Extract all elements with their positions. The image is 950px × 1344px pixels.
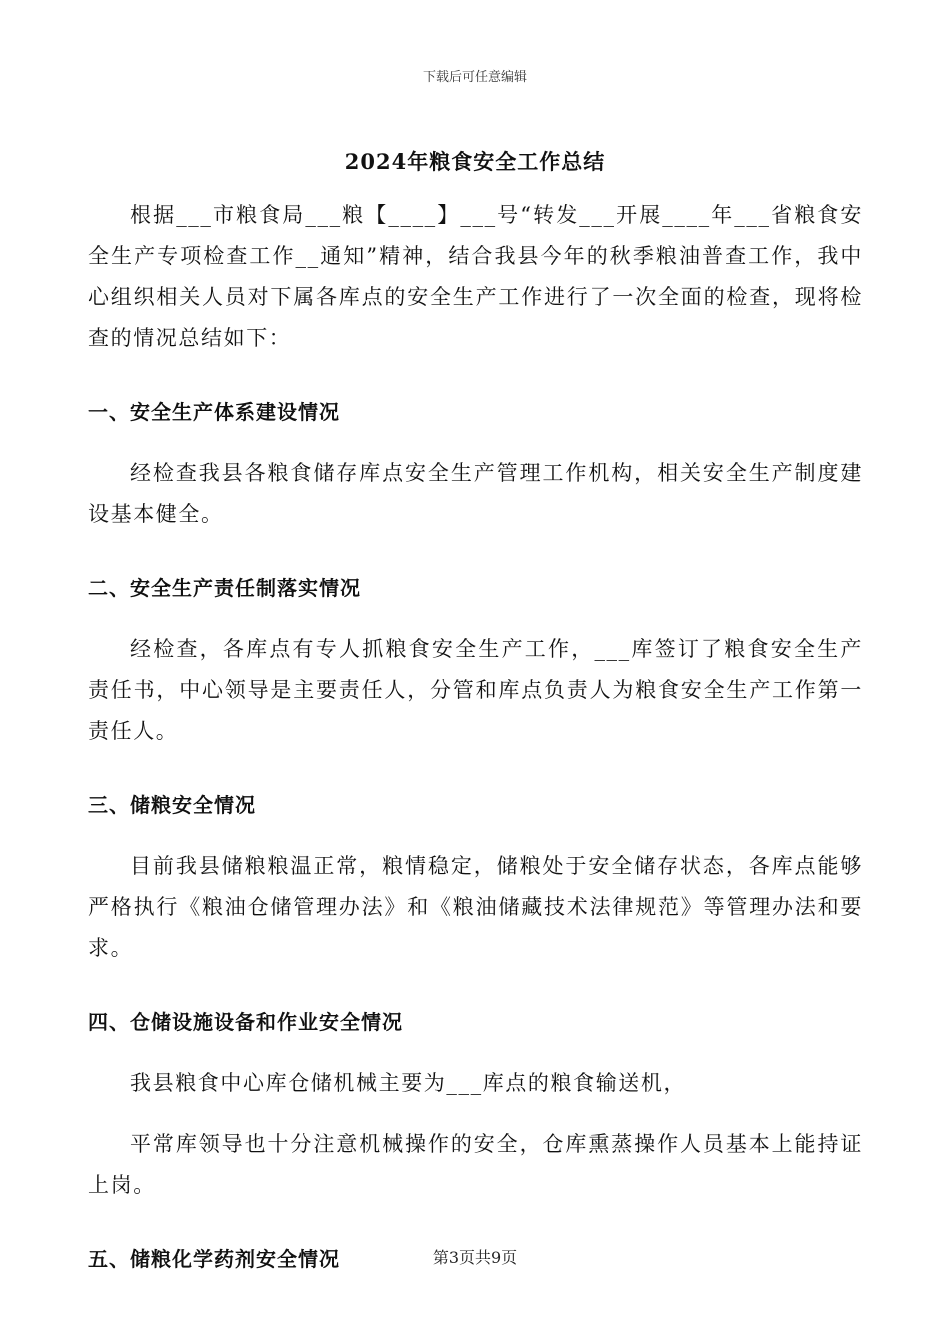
section-heading-4: 四、仓储设施设备和作业安全情况 <box>88 1010 403 1034</box>
section-3-paragraph: 目前我县储粮粮温正常，粮情稳定，储粮处于安全储存状态，各库点能够严格执行《粮油仓储管理办法》和《粮油储藏技术法律规范》等管理办法和要求。 <box>88 854 863 960</box>
section-heading-1: 一、安全生产体系建设情况 <box>88 400 340 424</box>
section-heading-2: 二、安全生产责任制落实情况 <box>88 576 361 600</box>
document-body <box>88 195 863 1280</box>
intro-paragraph: 根据___市粮食局___粮【____】___号“转发___开展____年___省粮食安全生产专项检查工作__通知”精神，结合我县今年的秋季粮油普查工作，我中心组织相关人员对下属各库点的安全生产工作进行了一次全面的检查，现将检查的情况总结如下： <box>88 203 863 350</box>
section-2-paragraph: 经检查，各库点有专人抓粮食安全生产工作，___库签订了粮食安全生产责任书，中心领导是主要责任人，分管和库点负责人为粮食安全生产工作第一责任人。 <box>88 637 863 743</box>
page-header-note: 下载后可任意编辑 <box>422 70 527 85</box>
document-title: 2024年粮食安全工作总结 <box>344 149 606 174</box>
section-heading-3: 三、储粮安全情况 <box>88 793 256 817</box>
section-4-paragraph-2: 平常库领导也十分注意机械操作的安全，仓库熏蒸操作人员基本上能持证上岗。 <box>88 1132 863 1197</box>
section-1-paragraph: 经检查我县各粮食储存库点安全生产管理工作机构，相关安全生产制度建设基本健全。 <box>88 461 863 526</box>
page-number: 第3页共9页 <box>432 1248 518 1267</box>
section-4-paragraph-1: 我县粮食中心库仓储机械主要为___库点的粮食输送机， <box>130 1071 687 1095</box>
section-heading-5: 五、储粮化学药剂安全情况 <box>88 1247 340 1271</box>
